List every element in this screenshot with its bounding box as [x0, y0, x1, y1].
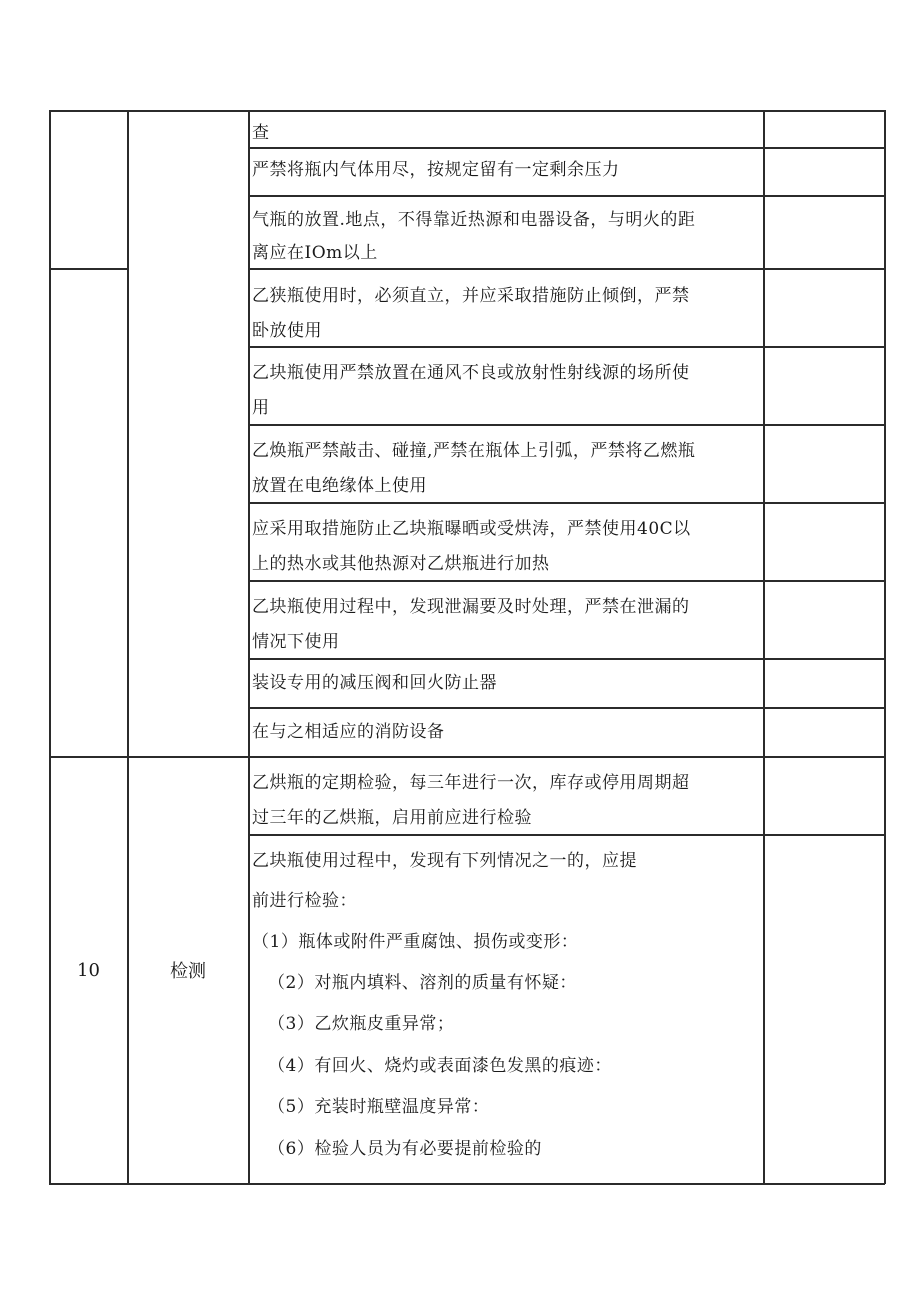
list-item: （4）有回火、烧灼或表面漆色发黑的痕迹： [268, 1056, 612, 1076]
row-text: 乙块瓶使用严禁放置在通风不良或放射性射线源的场所使 [252, 363, 690, 383]
row-divider [248, 147, 885, 149]
row-text: 查 [252, 123, 270, 143]
row-text: 气瓶的放置.地点，不得靠近热源和电器设备，与明火的距 [252, 210, 696, 230]
row-text: 乙块瓶使用过程中，发现有下列情况之一的，应提 [252, 851, 637, 871]
row-text: 乙狭瓶使用时，必须直立，并应采取措施防止倾倒，严禁 [252, 286, 690, 306]
row-divider [248, 424, 885, 426]
row-divider [248, 580, 885, 582]
list-item: （5）充装时瓶壁温度异常： [268, 1097, 490, 1117]
column-divider [763, 110, 765, 1184]
row-text: 离应在IOm以上 [252, 243, 378, 263]
row-text: 情况下使用 [252, 632, 340, 652]
row-text: 过三年的乙烘瓶，启用前应进行检验 [252, 808, 532, 828]
column-divider [248, 110, 250, 1184]
table-top-border [49, 110, 885, 112]
row-text: 放置在电绝缘体上使用 [252, 476, 427, 496]
row-text: 装设专用的减压阀和回火防止器 [252, 673, 497, 693]
row-text: 乙烘瓶的定期检验，每三年进行一次，库存或停用周期超 [252, 773, 690, 793]
list-item: （1）瓶体或附件严重腐蚀、损伤或变形： [252, 932, 579, 952]
list-item: （2）对瓶内填料、溶剂的质量有怀疑： [268, 973, 577, 993]
row-text: 乙块瓶使用过程中，发现泄漏要及时处理，严禁在泄漏的 [252, 597, 690, 617]
row-divider [248, 658, 885, 660]
row-divider [248, 502, 885, 504]
row-divider [248, 195, 885, 197]
row-text: 前进行检验： [252, 891, 357, 911]
row-text: 上的热水或其他热源对乙烘瓶进行加热 [252, 554, 550, 574]
row-divider [248, 346, 885, 348]
row-text: 卧放使用 [252, 321, 322, 341]
section-number: 10 [77, 959, 100, 981]
row-divider [248, 834, 885, 836]
row-text: 用 [252, 398, 270, 418]
row-text: 在与之相适应的消防设备 [252, 722, 445, 742]
row-divider [248, 268, 885, 270]
row-divider [49, 268, 128, 270]
row-text: 应采用取措施防止乙块瓶曝晒或受烘涛，严禁使用40C以 [252, 519, 691, 539]
section-category: 检测 [170, 961, 206, 982]
table-bottom-border [49, 1183, 885, 1185]
table-right-border [884, 110, 886, 1184]
row-text: 乙焕瓶严禁敲击、碰撞,严禁在瓶体上引弧，严禁将乙燃瓶 [252, 441, 696, 461]
list-item: （6）检验人员为有必要提前检验的 [268, 1139, 542, 1159]
list-item: （3）乙炊瓶皮重异常； [268, 1014, 455, 1034]
row-divider [248, 707, 885, 709]
row-text: 严禁将瓶内气体用尽，按规定留有一定剩余压力 [252, 160, 620, 180]
